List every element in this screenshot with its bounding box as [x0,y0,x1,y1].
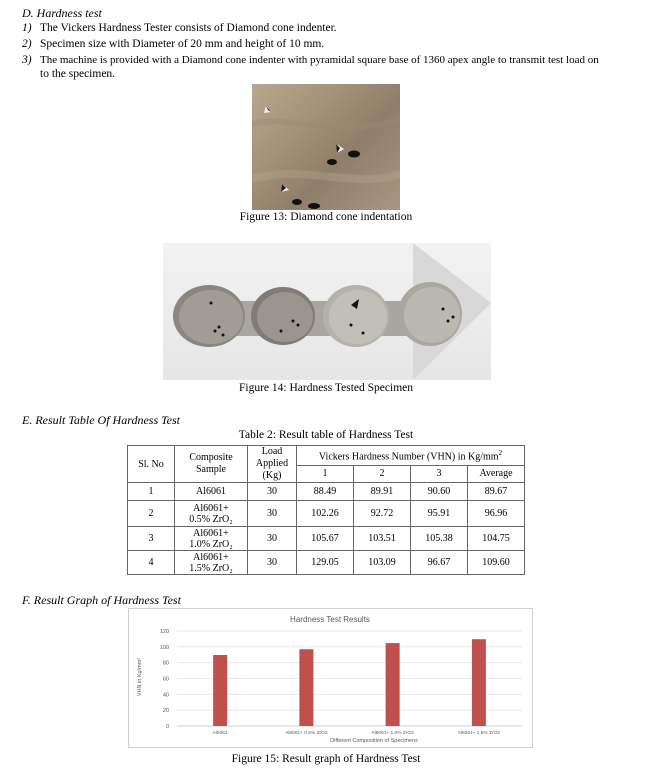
cell-v1: 88.49 [297,483,354,501]
y-tick-label: 0 [165,724,169,730]
y-tick-label: 20 [162,708,169,715]
x-tick-label: Al6061+ 1.0% ZrO2 [371,731,414,736]
cell-load: 30 [248,551,297,575]
list-number: 2) [22,38,32,50]
chart-title: Hardness Test Results [290,615,370,624]
list-text: Specimen size with Diameter of 20 mm and height of 10 mm. [40,38,325,50]
col-header-trial-3: 3 [411,465,468,482]
table-row [128,501,525,527]
sample-line: 1.5% ZrO₂ [189,562,233,574]
sample-line: 1.0% ZrO₂ [189,538,233,550]
y-tick-label: 60 [162,676,169,683]
x-axis-label: Different Composition of Specimens [330,738,418,744]
cell-sl: 4 [128,551,175,575]
cell-sl: 3 [128,527,175,551]
bar [386,643,400,726]
hardness-bar-chart [129,609,532,747]
cell-v1: 102.26 [297,501,354,527]
figure-14-photo [163,243,491,380]
cell-average: 89.67 [468,483,525,501]
figure-15-caption: Figure 15: Result graph of Hardness Test [231,753,421,765]
x-tick-label: Al6061+ 0.5% ZrO2 [285,731,328,736]
cell-v3: 96.67 [411,551,468,575]
col-header-sl-no: Sl. No [128,446,175,483]
col-header-composite-sample: Composite Sample [175,446,248,483]
cell-v2: 103.51 [354,527,411,551]
x-tick-label: Al6061+ 1.5% ZrO2 [457,731,501,736]
cell-load: 30 [248,527,297,551]
sample-line: Al6061+ [193,527,229,539]
cell-average: 104.75 [468,527,525,551]
cell-v3: 95.91 [411,501,468,527]
table-row [128,483,525,501]
cell-sample [175,551,248,575]
list-text: The Vickers Hardness Tester consists of Diamond cone indenter. [40,22,337,34]
sample-line: 0.5% ZrO₂ [189,513,233,525]
cell-average: 96.96 [468,501,525,527]
cell-sample [175,501,248,527]
figure-13-photo [252,84,400,210]
cell-v2: 89.91 [354,483,411,501]
section-f-heading: F. Result Graph of Hardness Test [22,593,181,607]
cell-sample [175,527,248,551]
col-header-average: Average [468,465,525,482]
cell-sl: 1 [128,483,175,501]
figure-14-caption: Figure 14: Hardness Tested Specimen [238,382,413,394]
hardness-chart [128,608,533,748]
x-tick-label: Al6061 [212,731,228,736]
cell-v2: 92.72 [354,501,411,527]
list-text: The machine is provided with a Diamond cone indenter with pyramidal square base of 1360 apex angle to transmit test load on [40,54,599,66]
cell-average: 109.60 [468,551,525,575]
table-row [128,551,525,575]
sample-line: Al6061+ [193,502,229,514]
section-e-heading: E. Result Table Of Hardness Test [22,413,181,427]
list-text: to the specimen. [40,68,116,80]
tested-specimens [163,243,491,380]
list-item [22,53,647,67]
indentation-marks [252,84,400,210]
cell-sl: 2 [128,501,175,527]
cell-load: 30 [248,483,297,501]
cell-v1: 105.67 [297,527,354,551]
cell-load: 30 [248,501,297,527]
table-row [128,527,525,551]
y-axis-label: VHN in Kg/mm² [137,657,143,697]
bar [299,649,313,726]
cell-v3: 90.60 [411,483,468,501]
figure-13-caption: Figure 13: Diamond cone indentation [239,211,413,223]
bar [213,655,227,726]
y-tick-label: 80 [162,660,169,667]
list-item [22,67,647,81]
col-header-load-applied: Load Applied (Kg) [248,446,297,483]
col-header-vhn [297,446,525,466]
sample-line: Al6061 [196,486,226,497]
y-tick-label: 40 [162,692,169,699]
col-header-trial-2: 2 [354,465,411,482]
list-item [22,21,647,35]
y-tick-label: 100 [159,644,169,651]
list-number: 1) [22,22,32,34]
list-number: 3) [22,54,32,66]
col-header-trial-1: 1 [297,465,354,482]
vhn-header-text: Vickers Hardness Number (VHN) in Kg/mm [318,450,499,462]
hardness-results-table [127,445,525,575]
y-tick-label: 120 [159,629,169,635]
cell-v3: 105.38 [411,527,468,551]
cell-v1: 129.05 [297,551,354,575]
cell-sample [175,483,248,501]
bar [472,639,486,726]
cell-v2: 103.09 [354,551,411,575]
list-item [22,37,647,51]
section-d-heading: D. Hardness test [22,6,102,20]
sample-line: Al6061+ [193,551,229,563]
vhn-header-superscript: 2 [498,448,503,457]
table-2-caption: Table 2: Result table of Hardness Test [238,429,414,441]
